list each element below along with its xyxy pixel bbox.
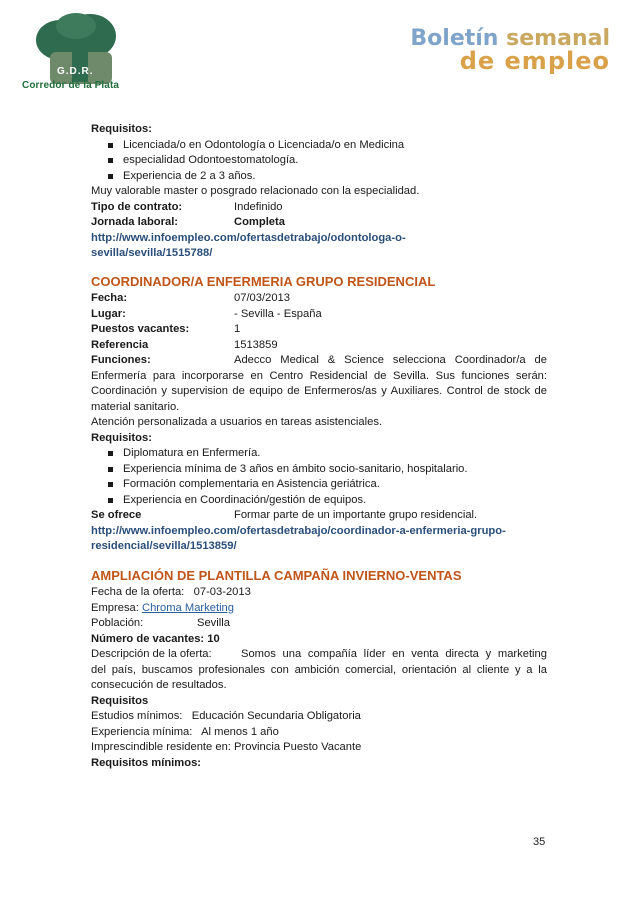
job2-funciones-text: Enfermería para incorporarse en Centro Residencial de Sevilla. Sus funciones serán: Coordinación y supervision de equipo de Enfermeros/as y Auxiliares. Control de stock de material sanitario. bbox=[91, 369, 547, 413]
job2-fecha-value: 07/03/2013 bbox=[234, 292, 290, 304]
job2-puestos-label: Puestos vacantes: bbox=[91, 323, 190, 335]
job2-title: COORDINADOR/A ENFERMERIA GRUPO RESIDENCIAL bbox=[91, 273, 436, 289]
job2-fecha-label: Fecha: bbox=[91, 292, 128, 304]
job2-lugar-label: Lugar: bbox=[91, 307, 126, 320]
job2-funciones-extra: Atención personalizada a usuarios en tareas asistenciales. bbox=[91, 416, 383, 428]
job2-requisitos-label: Requisitos: bbox=[91, 431, 152, 444]
job3-requisitos-heading: Requisitos bbox=[91, 694, 149, 707]
title-line-de-empleo: de empleo bbox=[459, 47, 610, 75]
job1-requisitos-list bbox=[91, 138, 547, 185]
job1-link[interactable] bbox=[91, 231, 547, 262]
job1-jornada-label: Jornada laboral: bbox=[91, 216, 179, 228]
job2-funciones-first: Adecco Medical & Science selecciona Coordinador/a de bbox=[234, 354, 547, 366]
job3-residente-label: Imprescindible residente en: bbox=[91, 741, 231, 753]
job3-fecha-label: Fecha de la oferta: bbox=[91, 586, 185, 598]
job2-puestos-value: 1 bbox=[234, 323, 241, 335]
job2-referencia-row bbox=[91, 338, 547, 354]
job2-ofrece-value: Formar parte de un importante grupo residencial. bbox=[234, 509, 478, 521]
job1-contrato-row bbox=[91, 200, 547, 216]
job3-experiencia-value: Al menos 1 año bbox=[201, 725, 279, 738]
logo-caption: Corredor de la Plata bbox=[22, 80, 120, 91]
job3-fecha-value: 07-03-2013 bbox=[193, 586, 251, 598]
job3-fecha-row bbox=[91, 585, 547, 601]
job2-lugar-value: - Sevilla - España bbox=[234, 307, 322, 320]
job2-referencia-value: 1513859 bbox=[234, 338, 278, 351]
job3-experiencia-label: Experiencia mínima: bbox=[91, 725, 193, 738]
job1-contrato-value: Indefinido bbox=[234, 200, 283, 213]
job3-residente-row bbox=[91, 740, 547, 756]
title-word-semanal: semanal bbox=[506, 26, 610, 51]
job3-descripcion-label: Descripción de la oferta: bbox=[91, 648, 212, 660]
bulletin-title bbox=[410, 26, 610, 75]
job3-empresa-label: Empresa: bbox=[91, 601, 139, 614]
list-item: Formación complementaria en Asistencia geriátrica. bbox=[91, 477, 547, 493]
job3-req-minimos: Requisitos mínimos: bbox=[91, 756, 202, 769]
job1-contrato-label: Tipo de contrato: bbox=[91, 200, 183, 213]
title-word-boletin: Boletín bbox=[410, 26, 499, 51]
job3-descripcion-row bbox=[91, 647, 547, 663]
list-item: Experiencia mínima de 3 años en ámbito socio-sanitario, hospitalario. bbox=[91, 462, 547, 478]
job3-estudios-row bbox=[91, 709, 547, 725]
job3-vacantes-value: 10 bbox=[207, 632, 220, 645]
page-content bbox=[91, 122, 547, 771]
job3-empresa-row bbox=[91, 601, 547, 617]
job3-residente-value: Provincia Puesto Vacante bbox=[234, 741, 362, 753]
list-item: especialidad Odontoestomatología. bbox=[91, 153, 547, 169]
job2-requisitos-list bbox=[91, 446, 547, 508]
job2-referencia-label: Referencia bbox=[91, 338, 149, 351]
job3-descripcion-text: del país, buscamos profesionales con ambición comercial, orientación al cliente y a la consecución de resultados. bbox=[91, 663, 547, 691]
job3-empresa-link[interactable]: Chroma Marketing bbox=[141, 601, 235, 614]
job3-title: AMPLIACIÓN DE PLANTILLA CAMPAÑA INVIERNO-VENTAS bbox=[91, 567, 462, 583]
job2-funciones-label: Funciones: bbox=[91, 354, 151, 366]
job3-estudios-value: Educación Secundaria Obligatoria bbox=[191, 710, 361, 722]
list-item: Licenciada/o en Odontología o Licenciada/o en Medicina bbox=[91, 138, 547, 154]
job1-requisitos-label: Requisitos: bbox=[91, 123, 152, 135]
job2-fecha-row bbox=[91, 291, 547, 307]
job3-poblacion-row bbox=[91, 616, 547, 632]
logo-initials: G.D.R. bbox=[57, 66, 94, 77]
job2-link[interactable] bbox=[91, 524, 547, 555]
job1-link-line1[interactable]: http://www.infoempleo.com/ofertasdetrabajo/odontologa-o- bbox=[91, 231, 406, 244]
job3-experiencia-row bbox=[91, 725, 547, 741]
job3-descripcion-first: Somos una compañía líder en venta directa y marketing bbox=[241, 648, 547, 660]
job2-link-line2[interactable]: residencial/sevilla/1513859/ bbox=[91, 540, 237, 552]
job2-funciones-row bbox=[91, 353, 547, 369]
job1-note: Muy valorable master o posgrado relacionado con la especialidad. bbox=[91, 185, 420, 197]
job2-ofrece-row bbox=[91, 508, 547, 524]
job3-poblacion-label: Población: bbox=[91, 617, 144, 629]
job1-jornada-value: Completa bbox=[234, 216, 285, 228]
job3-estudios-label: Estudios mínimos: bbox=[91, 710, 183, 722]
list-item: Diplomatura en Enfermería. bbox=[91, 446, 547, 462]
job2-ofrece-label: Se ofrece bbox=[91, 509, 142, 521]
job2-link-line1[interactable]: http://www.infoempleo.com/ofertasdetrabajo/coordinador-a-enfermeria-grupo- bbox=[91, 524, 506, 537]
job3-vacantes-label: Número de vacantes: bbox=[91, 632, 205, 645]
job1-jornada-row bbox=[91, 215, 547, 231]
job1-link-line2[interactable]: sevilla/sevilla/1515788/ bbox=[91, 247, 213, 259]
job3-poblacion-value: Sevilla bbox=[197, 617, 230, 629]
job2-lugar-row bbox=[91, 307, 547, 323]
list-item: Experiencia de 2 a 3 años. bbox=[91, 169, 547, 185]
page-number: 35 bbox=[533, 836, 546, 848]
job2-puestos-row bbox=[91, 322, 547, 338]
list-item: Experiencia en Coordinación/gestión de equipos. bbox=[91, 493, 547, 509]
job3-vacantes-row bbox=[91, 632, 547, 648]
